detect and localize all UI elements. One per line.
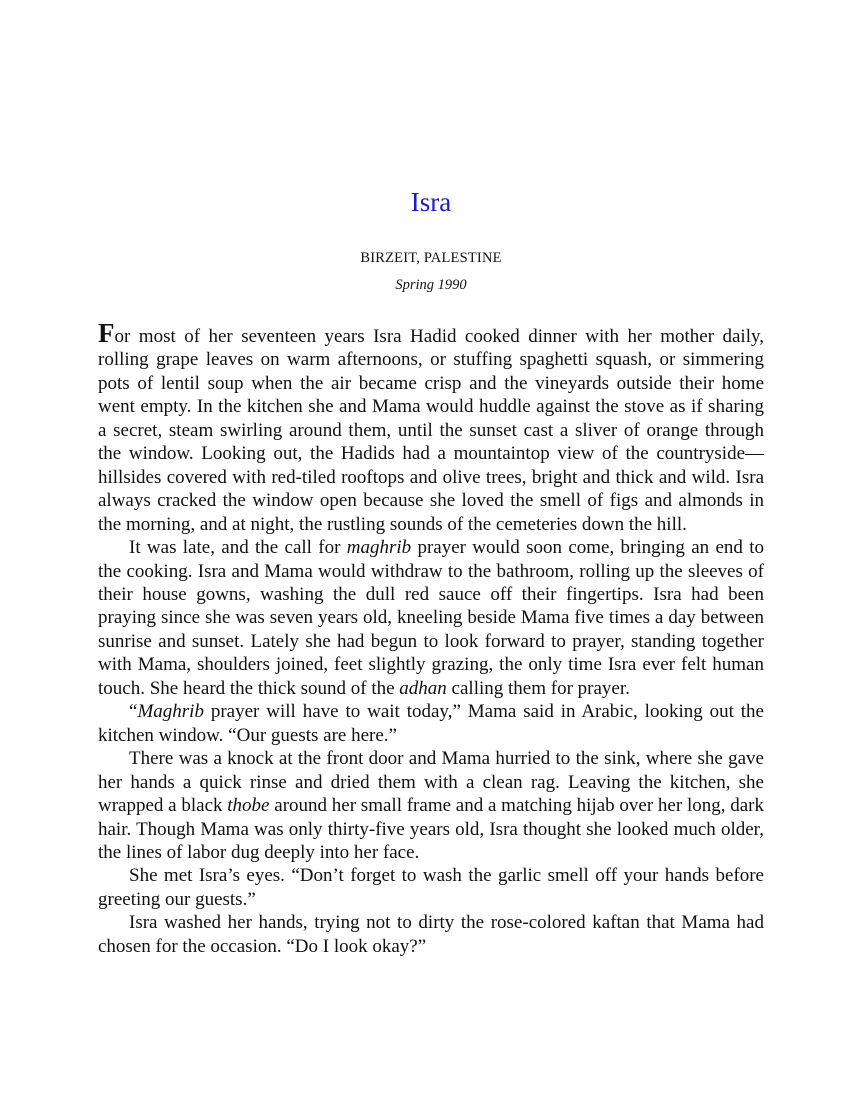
text-run: calling them for prayer. [446,677,630,699]
text-run: It was late, and the call for [129,537,347,559]
text-run: Isra washed her hands, trying not to dirty the rose-colored kaftan that Mama had chosen for the occasion. “Do I look okay?” [98,912,764,957]
paragraph [98,318,764,536]
paragraph [98,864,764,911]
italic-term: Maghrib [137,701,204,723]
drop-cap: F [98,318,115,348]
chapter-title: Isra [410,187,452,217]
italic-term: adhan [399,677,447,699]
paragraph [98,911,764,958]
text-run: or most of her seventeen years Isra Hadid cooked dinner with her mother daily, rolling grape leaves on warm afternoons, or stuffing spaghetti squash, or simmering pots of lentil soup when the air became crisp and the vineyards outside their home went empty. In the kitchen she and Mama would huddle against the stove as if sharing a secret, steam swirling around them, until the sunset cast a sliver of orange through the window. Looking out, the Hadids had a mountaintop view of the countryside—hillsides covered with red-tiled rooftops and olive trees, bright and thick and wild. Isra always cracked the window open because she loved the smell of figs and almonds in the morning, and at night, the rustling sounds of the cemeteries down the hill. [98,326,764,535]
text-run: “ [129,701,138,723]
chapter-body [98,318,764,958]
text-run: around her small frame and a matching hijab over her long, dark hair. Though Mama was only thirty-five years old, Isra thought she looked much older, the lines of labor dug deeply into her face. [98,795,764,863]
italic-term: maghrib [346,537,412,559]
italic-term: thobe [227,795,270,817]
text-run: prayer will have to wait today,” Mama said in Arabic, looking out the kitchen window. “Our guests are here.” [98,701,764,746]
text-run: She met Isra’s eyes. “Don’t forget to wash the garlic smell off your hands before greeting our guests.” [98,865,764,910]
paragraph [98,536,764,700]
paragraph [98,700,764,747]
chapter-date: Spring 1990 [395,277,467,293]
text-run: prayer would soon come, bringing an end to the cooking. Isra and Mama would withdraw to the bathroom, rolling up the sleeves of their house gowns, washing the dull red sauce off their fingertips. Isra had been praying since she was seven years old, kneeling beside Mama five times a day between sunrise and sunset. Lately she had begun to look forward to prayer, standing together with Mama, shoulders joined, feet slightly grazing, the only time Isra ever felt human touch. She heard the thick sound of the [98,537,764,699]
paragraph [98,747,764,864]
text-run: There was a knock at the front door and Mama hurried to the sink, where she gave her hands a quick rinse and dried them with a clean rag. Leaving the kitchen, she wrapped a black [98,748,764,817]
chapter-location: BIRZEIT, PALESTINE [360,250,502,266]
